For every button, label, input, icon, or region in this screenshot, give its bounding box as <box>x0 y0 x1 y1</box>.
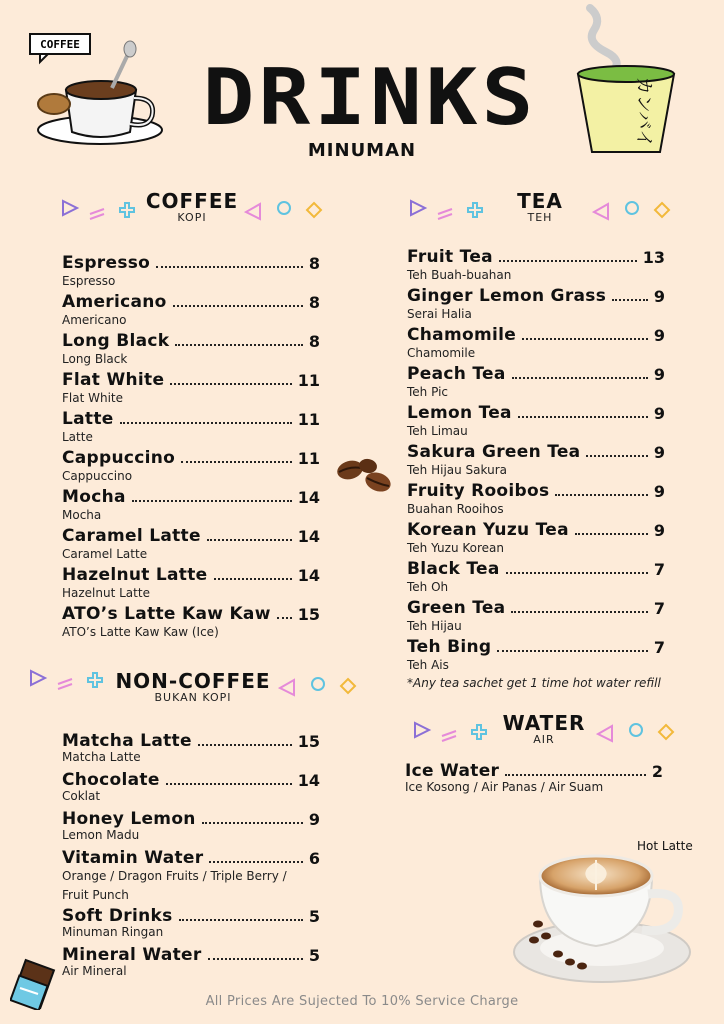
item-desc: Teh Hijau <box>407 619 462 633</box>
plus-icon <box>472 725 486 739</box>
water-decoration-right <box>596 722 678 746</box>
item-price: 9 <box>653 443 665 462</box>
item-desc: Flat White <box>62 391 124 405</box>
item-price: 7 <box>653 560 665 579</box>
item-desc: Teh Ais <box>407 658 449 672</box>
item-name: Peach Tea <box>407 364 506 384</box>
item-desc: Coklat <box>62 789 101 803</box>
item-name: Fruity Rooibos <box>407 481 550 501</box>
water-section-title: WATER <box>502 711 586 735</box>
item-name: Flat White <box>62 370 165 390</box>
play-triangle-icon <box>411 201 425 215</box>
menu-item <box>62 254 320 289</box>
item-desc: Lemon Madu <box>62 828 140 842</box>
item-desc: Teh Yuzu Korean <box>407 541 504 555</box>
play-triangle-icon <box>415 723 429 737</box>
menu-item <box>62 605 320 640</box>
coffee-section-title: COFFEE <box>145 189 239 213</box>
item-desc: Teh Limau <box>407 424 468 438</box>
menu-item <box>407 560 665 595</box>
diamond-icon <box>341 679 355 693</box>
diamond-icon <box>655 203 669 217</box>
item-price: 15 <box>297 605 320 624</box>
item-name: Cappuccino <box>62 448 176 468</box>
item-name: Honey Lemon <box>62 809 196 829</box>
non-coffee-decoration-right <box>278 676 360 700</box>
item-name: Mocha <box>62 487 126 507</box>
menu-item <box>62 293 320 328</box>
menu-item <box>407 326 665 361</box>
item-desc: Caramel Latte <box>62 547 148 561</box>
item-price: 7 <box>653 599 665 618</box>
hot-latte-label: Hot Latte <box>637 839 693 853</box>
item-price: 5 <box>308 907 320 926</box>
item-desc: Buahan Rooihos <box>407 502 504 516</box>
circle-icon <box>312 678 324 690</box>
non-coffee-section-subtitle: BUKAN KOPI <box>154 691 232 704</box>
coffee-tag-text: COFFEE <box>40 38 80 51</box>
menu-item <box>407 443 665 478</box>
menu-item <box>62 907 320 938</box>
item-desc: Orange / Dragon Fruits / Triple Berry / <box>62 869 287 883</box>
item-name: Ginger Lemon Grass <box>407 286 607 306</box>
circle-icon <box>278 202 290 214</box>
item-name: Green Tea <box>407 598 506 618</box>
double-dash-icon <box>90 209 104 219</box>
item-desc: Teh Hijau Sakura <box>407 463 508 477</box>
coffee-beans-icon <box>334 456 396 496</box>
item-desc: Serai Halia <box>407 307 472 321</box>
item-name: Espresso <box>62 253 151 273</box>
menu-item <box>407 287 665 322</box>
non-coffee-section-header <box>108 670 278 704</box>
item-desc: Ice Kosong / Air Panas / Air Suam <box>405 780 604 794</box>
item-desc: Chamomile <box>407 346 476 360</box>
item-desc: Cappuccino <box>62 469 133 483</box>
play-triangle-icon <box>594 204 608 219</box>
item-price: 14 <box>297 566 320 585</box>
item-desc: Air Mineral <box>62 964 127 978</box>
item-desc: Matcha Latte <box>62 750 141 764</box>
menu-item <box>407 404 665 439</box>
item-name: Vitamin Water <box>62 848 204 868</box>
menu-item <box>62 488 320 523</box>
item-name: Soft Drinks <box>62 906 173 926</box>
double-dash-icon <box>442 731 456 741</box>
non-coffee-section-title: NON-COFFEE <box>115 669 271 693</box>
tea-decoration-left <box>408 198 492 224</box>
item-desc: Hazelnut Latte <box>62 586 150 600</box>
circle-icon <box>630 724 642 736</box>
page-subtitle: MINUMAN <box>307 140 417 161</box>
item-name: Matcha Latte <box>62 731 192 751</box>
item-price: 8 <box>308 254 320 273</box>
menu-item <box>405 762 663 793</box>
item-price: 14 <box>297 771 320 790</box>
menu-item <box>407 482 665 517</box>
item-name: Hazelnut Latte <box>62 565 208 585</box>
menu-item <box>407 248 665 283</box>
item-desc: Teh Buah-buahan <box>407 268 512 282</box>
item-price: 9 <box>653 482 665 501</box>
item-price: 11 <box>297 371 320 390</box>
item-name: Black Tea <box>407 559 500 579</box>
menu-item <box>407 521 665 556</box>
item-name: Mineral Water <box>62 945 202 965</box>
item-price: 9 <box>653 365 665 384</box>
plus-icon <box>88 673 102 687</box>
item-price: 9 <box>653 404 665 423</box>
menu-item <box>407 638 665 673</box>
plus-icon <box>468 203 482 217</box>
menu-item <box>62 771 320 802</box>
tea-refill-note: *Any tea sachet get 1 time hot water refill <box>407 676 661 690</box>
plus-icon <box>120 203 134 217</box>
item-desc: Teh Pic <box>407 385 448 399</box>
tea-decoration-right <box>592 200 674 224</box>
item-name: Chamomile <box>407 325 517 345</box>
item-name: ATO’s Latte Kaw Kaw <box>62 604 271 624</box>
item-desc: ATO’s Latte Kaw Kaw (Ice) <box>62 625 219 639</box>
svg-text:カンバイ: カンバイ <box>633 76 654 148</box>
item-name: Caramel Latte <box>62 526 201 546</box>
item-desc-line2: Fruit Punch <box>62 888 129 902</box>
coffee-section-header <box>130 190 254 224</box>
menu-item <box>62 732 320 763</box>
item-name: Chocolate <box>62 770 160 790</box>
hot-latte-photo <box>506 842 696 988</box>
tea-cup-icon <box>572 0 682 160</box>
item-price: 11 <box>297 449 320 468</box>
item-desc: Long Black <box>62 352 128 366</box>
menu-item <box>62 566 320 601</box>
page-title: DRINKS <box>202 53 538 143</box>
menu-item <box>407 365 665 400</box>
play-triangle-icon <box>31 671 45 685</box>
item-name: Ice Water <box>405 761 500 781</box>
water-section-subtitle: AIR <box>533 733 555 746</box>
menu-item <box>62 849 320 905</box>
item-price: 6 <box>308 849 320 868</box>
tea-section-header <box>490 190 590 224</box>
item-desc: Mocha <box>62 508 102 522</box>
play-triangle-icon <box>598 726 612 741</box>
item-name: Latte <box>62 409 114 429</box>
item-price: 8 <box>308 293 320 312</box>
item-name: Teh Bing <box>407 637 492 657</box>
play-triangle-icon <box>280 680 294 695</box>
item-desc: Americano <box>62 313 127 327</box>
item-price: 5 <box>308 946 320 965</box>
item-name: Long Black <box>62 331 170 351</box>
item-desc: Latte <box>62 430 93 444</box>
item-price: 14 <box>297 488 320 507</box>
diamond-icon <box>659 725 673 739</box>
item-desc: Teh Oh <box>407 580 449 594</box>
menu-item <box>62 527 320 562</box>
play-triangle-icon <box>246 204 260 219</box>
diamond-icon <box>307 203 321 217</box>
item-name: Korean Yuzu Tea <box>407 520 569 540</box>
item-price: 2 <box>651 762 663 781</box>
circle-icon <box>626 202 638 214</box>
menu-item <box>62 946 320 977</box>
non-coffee-decoration-left <box>28 668 112 694</box>
item-desc: Espresso <box>62 274 116 288</box>
item-price: 9 <box>653 521 665 540</box>
menu-item <box>62 449 320 484</box>
menu-item <box>62 810 320 841</box>
item-name: Americano <box>62 292 167 312</box>
service-charge-footer: All Prices Are Sujected To 10% Service Charge <box>205 994 519 1009</box>
tea-section-subtitle: TEH <box>527 211 553 224</box>
coffee-decoration-left <box>60 198 144 224</box>
item-price: 9 <box>653 287 665 306</box>
water-section-header <box>494 712 594 746</box>
menu-item <box>62 410 320 445</box>
item-desc: Minuman Ringan <box>62 925 164 939</box>
item-price: 14 <box>297 527 320 546</box>
water-decoration-left <box>412 720 496 746</box>
item-price: 13 <box>642 248 665 267</box>
menu-item <box>62 371 320 406</box>
item-name: Fruit Tea <box>407 247 493 267</box>
coffee-section-subtitle: KOPI <box>177 211 207 224</box>
item-price: 9 <box>308 810 320 829</box>
coffee-cup-icon <box>28 32 168 150</box>
item-price: 9 <box>653 326 665 345</box>
item-price: 7 <box>653 638 665 657</box>
item-price: 11 <box>297 410 320 429</box>
play-triangle-icon <box>63 201 77 215</box>
menu-item <box>62 332 320 367</box>
item-name: Sakura Green Tea <box>407 442 581 462</box>
coffee-decoration-right <box>244 200 326 224</box>
item-price: 15 <box>297 732 320 751</box>
double-dash-icon <box>438 209 452 219</box>
double-dash-icon <box>58 679 72 689</box>
menu-item <box>407 599 665 634</box>
tea-section-title: TEA <box>517 189 563 213</box>
item-name: Lemon Tea <box>407 403 512 423</box>
item-price: 8 <box>308 332 320 351</box>
